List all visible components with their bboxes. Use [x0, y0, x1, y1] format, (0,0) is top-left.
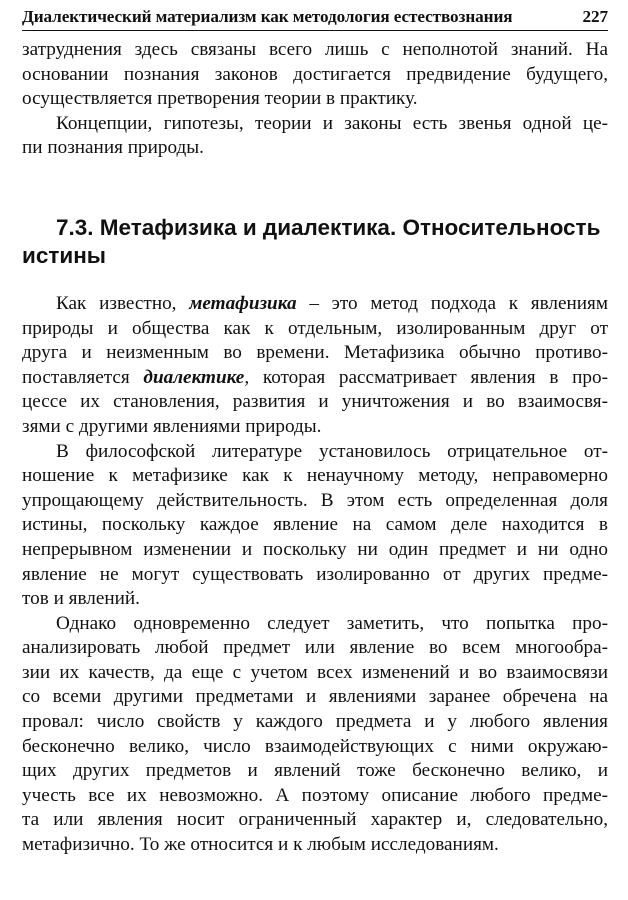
running-header-title: Диалектический материализм как методология естествознания — [22, 7, 513, 26]
text-line: цессе их становления, развития и уничтожения и во взаимосвя- — [22, 391, 608, 413]
text-line: со всеми другими предметами и явлениями заранее обречена на — [22, 686, 608, 708]
text-line: та или явления носит ограниченный характер и, следовательно, — [22, 809, 608, 831]
text-line — [22, 292, 608, 317]
text-line: непрерывном изменении и поскольку ни один предмет и ни одно — [22, 538, 608, 560]
term-dialectics: диалектике — [143, 366, 245, 388]
section-text — [22, 292, 608, 858]
text-line: друга и неизменным во времени. Метафизика обычно противо- — [22, 342, 608, 364]
intro-text — [22, 38, 608, 161]
text-line: анализировать любой предмет или явление во всем многообра- — [22, 637, 608, 659]
text-line: провал: число свойств у каждого предмета и у любого явления — [22, 711, 608, 733]
running-header — [22, 6, 608, 31]
intro-paragraph-1 — [22, 38, 608, 112]
text-fragment: , которая рассматривает явления в про- — [244, 366, 608, 388]
text-line: явление не могут существовать изолированно от других предме- — [22, 563, 608, 585]
text-line: зями с другими явлениями природы. — [22, 415, 322, 437]
text-line: истины, поскольку каждое явление на самом деле находится в — [22, 514, 608, 536]
text-line: тов и явлений. — [22, 588, 140, 610]
text-line: щих других предметов и явлений тоже бесконечно велико, и — [22, 760, 608, 782]
text-line: зии их качеств, да еще с учетом всех изменений и во взаимосвязи — [22, 661, 608, 683]
section-paragraph-3 — [22, 612, 608, 858]
text-line: основании познания законов достигается предвидение будущего, — [22, 63, 608, 85]
section-paragraph-1 — [22, 292, 608, 440]
section-paragraph-2 — [22, 440, 608, 612]
page-number: 227 — [582, 7, 608, 26]
text-line: ношение к метафизике как к ненаучному методу, неправомерно — [22, 465, 608, 487]
intro-paragraph-2 — [22, 112, 608, 161]
text-line: упрощающему действительность. В этом есть определенная доля — [22, 489, 608, 511]
text-fragment: поставляется — [22, 366, 144, 388]
text-fragment: – это метод подхода к явлениям — [296, 292, 608, 314]
book-page — [22, 6, 608, 858]
text-line: Концепции, гипотезы, теории и законы есть звенья одной це- — [56, 112, 608, 134]
text-line: метафизично. То же относится и к любым исследованиям. — [22, 834, 499, 856]
section-heading-line: истины — [22, 242, 107, 268]
text-fragment: Как известно, — [56, 292, 190, 314]
term-metaphysics: метафизика — [189, 292, 297, 314]
text-line — [22, 366, 608, 391]
text-line: осуществляется претворения теории в практику. — [22, 88, 418, 110]
text-line: бесконечно велико, число взаимодействующих с ними окружаю- — [22, 735, 608, 757]
section-heading — [22, 214, 608, 270]
section-heading-line: 7.3. Метафизика и диалектика. Относительность — [56, 214, 601, 240]
text-line: пи познания природы. — [22, 137, 204, 159]
text-line: учесть все их невозможно. А поэтому описание любого предме- — [22, 784, 608, 806]
text-line: В философской литературе установилось отрицательное от- — [56, 440, 608, 462]
text-line: Однако одновременно следует заметить, что попытка про- — [56, 612, 608, 634]
text-line: затруднения здесь связаны всего лишь с неполнотой знаний. На — [22, 39, 608, 60]
text-line: природы и общества как к отдельным, изолированным друг от — [22, 317, 608, 339]
